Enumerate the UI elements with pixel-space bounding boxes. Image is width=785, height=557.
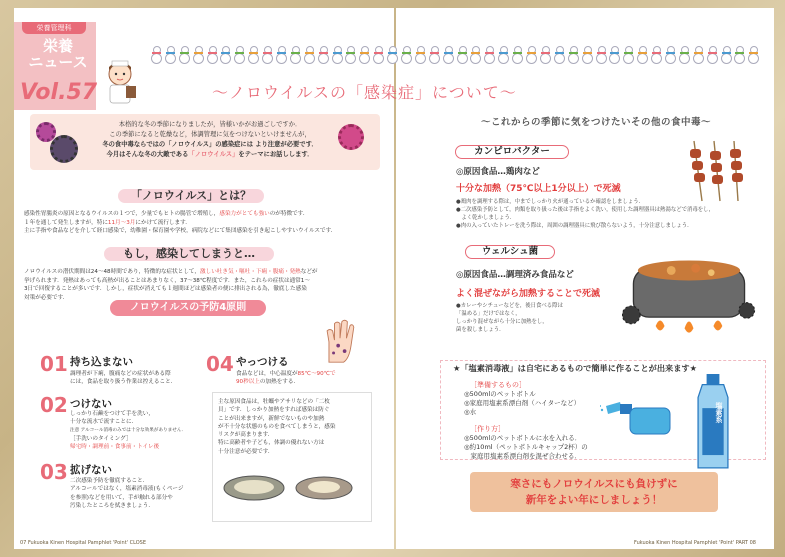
oyster-line: リスクが高まります． (218, 432, 274, 439)
method-label: ［作り方］ (470, 425, 505, 433)
snowman-icon (442, 46, 455, 66)
rule-number: 02 (40, 393, 68, 417)
body-text: 対策が必要です． (24, 294, 69, 301)
bullet-line: 菌を殺しましょう． (456, 327, 505, 333)
snowman-icon (164, 46, 177, 66)
rule-text-line: しっかり石鹸をつけて手を洗い， (70, 411, 154, 417)
bullet-line: ●カレーやシチューなどを，後日食べる際は (456, 303, 563, 309)
title-line-1: 栄養 (42, 37, 73, 55)
bullet-line: ●肉の入っていたトレーを洗う際は，周囲の調理器具に飛び散らないよう，十分注意しましょう． (456, 223, 693, 229)
snowman-icon (553, 46, 566, 66)
prepare-label: ［準備するもの］ (470, 381, 526, 389)
oyster-line: 十分注意が必要です． (218, 448, 274, 455)
body-text: ノロウイルスの潜伏期間は24〜48時間であり，特徴的な症状として， (24, 269, 201, 275)
rule-text-line: ［手洗いのタイミング］ (70, 435, 132, 442)
snowman-icon (706, 46, 719, 66)
snowman-icon (692, 46, 705, 66)
bullet-line: ●二次感染予防として，肉類を取り扱った後は手指をよく洗い，使用した調理器具は熱湯などで消毒をし， (456, 207, 714, 213)
closing-message-box (470, 472, 718, 512)
snowman-icon (414, 46, 427, 66)
bullet-line: しっかり混ぜながら十分に加熱をし， (456, 319, 548, 325)
prepare-item: ◎水 (464, 408, 477, 416)
rule-text (70, 410, 210, 451)
highlight-text: 90秒以上 (236, 379, 260, 386)
snowman-icon (511, 46, 524, 66)
oyster-icon (216, 466, 366, 506)
welchii-heading: ウェルシュ菌 (465, 245, 555, 259)
rule-note: 注意 アルコール消毒のみでは十分な効果がありません． (70, 427, 187, 433)
method-step: 家庭用塩素系漂白剤を混ぜ合わせる． (464, 452, 581, 460)
handwash-timing: 帰宅時・調理前・食事前・トイレ後 (70, 444, 160, 451)
highlight-text: 11月〜3月 (107, 219, 136, 226)
intro-line: 冬の食中毒ならではの「ノロウイルス」の感染症には より注意が必要です． (102, 141, 318, 148)
section-body (24, 210, 376, 236)
yakitori-icon (680, 140, 760, 202)
oyster-line: 特に高齢者や子ども，体調の優れない方は (218, 440, 325, 447)
body-text: 主に手指や食品などを介して経口感染で，幼稚園・保育園や学校，病院などにて集団感染を引き起こしやすいウイルスです． (24, 228, 337, 234)
department-tag: 栄養管理科 (22, 22, 86, 34)
snowman-icon (219, 46, 232, 66)
rule-number: 01 (40, 352, 68, 376)
bullet-line: 「温める」だけではなく， (456, 311, 521, 317)
nurse-illustration-icon (100, 56, 140, 106)
snowman-icon (150, 46, 163, 66)
body-text: 3日で回復することが多いです．しかし，症状が消えても１週間ほどは感染者の便に排出される為，徹底した感染 (24, 286, 307, 292)
method-step: ◎500mlのペットボトルに水を入れる． (464, 434, 582, 442)
snowman-icon (275, 46, 288, 66)
snowman-icon (303, 46, 316, 66)
body-text: １年を通して発生しますが，特に (24, 219, 108, 226)
campylobacter-warning: 十分な加熱（75℃以上1分以上）で死滅 (456, 184, 621, 194)
snowman-icon (539, 46, 552, 66)
bullet-line: ●鶏肉を調理する際は，中までしっかり火が通っているか確認をしましょう． (456, 199, 644, 205)
rule-text (70, 370, 210, 387)
oyster-text (218, 398, 368, 456)
snowman-icon (747, 46, 760, 66)
prevention-rules-heading: ノロウイルスの予防4原則 (110, 300, 266, 316)
volume-number: Vol.57 (20, 80, 98, 105)
rule-heading: やっつける (236, 356, 289, 368)
rule-text-line: には，食品を取り扱う作業は控えること． (70, 379, 177, 386)
section-body (24, 268, 380, 302)
snowman-icon (636, 46, 649, 66)
bottle-label: 塩素系 (715, 402, 723, 423)
highlight-text: 感染力がとても強い (219, 211, 270, 217)
spray-bottle-icon (600, 392, 680, 442)
snowman-icon (678, 46, 691, 66)
rule-heading: 持ち込まない (70, 356, 133, 368)
body-text: にかけて流行します． (135, 219, 191, 226)
snowman-icon (289, 46, 302, 66)
snowman-icon (247, 46, 260, 66)
rule-number: 04 (206, 352, 234, 376)
highlight-text: 85℃〜90℃で (297, 371, 336, 377)
footer-left: 07 Fukuoka Kinen Hospital Pamphlet 'Point' CLOSE (20, 540, 147, 546)
rule-text-line: の加熱をする． (259, 379, 300, 386)
dirty-hand-icon (320, 318, 360, 364)
highlight-text: 激しい吐き気・嘔吐・下痢・腹痛・発熱 (200, 269, 301, 275)
snowman-icon (567, 46, 580, 66)
virus-icon (50, 135, 78, 163)
rule-text (70, 477, 210, 510)
campylobacter-source: ◎原因食品…鶏肉など (456, 167, 540, 177)
section-heading-if-infected: もし，感染してしまうと… (104, 247, 274, 261)
snowman-icon (386, 46, 399, 66)
snowman-icon (720, 46, 733, 66)
oyster-line: ことが出来ますが，新鮮でないものや加熱 (218, 415, 325, 422)
title-line-2: ニュース (28, 53, 88, 71)
oyster-line: 主な原因食品は，牡蠣やアサリなどの「二枚 (218, 399, 330, 405)
snowman-icon (595, 46, 608, 66)
intro-line: 本格的な冬の季節になりましたが，皆様いかがお過ごしですか． (118, 121, 302, 128)
prepare-item: ◎家庭用塩素系漂白剤（ハイターなど） (464, 399, 581, 407)
rule-text-line: を参照)などを用いて，手が触れる部分や (70, 494, 173, 501)
body-text: 挙げられます．発熱はあっても高熱が出ることはあまりなく，37〜38℃程度です．また，これらの症状は通常1〜 (24, 277, 310, 284)
snowman-icon (483, 46, 496, 66)
rule-text-line: 十分な流水で流すことに． (70, 419, 138, 426)
bullet-line: よく乾かしましょう． (456, 215, 516, 221)
snowman-icon (428, 46, 441, 66)
rule-heading: つけない (70, 398, 112, 410)
snowman-icon (317, 46, 330, 66)
rule-text-line: 汚染したところを拭きましょう． (70, 502, 154, 509)
snowman-icon (233, 46, 246, 66)
oyster-line: 貝」です．しっかり加熱をすれば感染は防ぐ (218, 407, 330, 414)
snowman-icon (192, 46, 205, 66)
virus-icon (338, 124, 364, 150)
prepare-item: ◎500mlのペットボトル (464, 390, 536, 398)
snowman-icon (372, 46, 385, 66)
body-text: などが (300, 269, 318, 275)
snowman-icon (358, 46, 371, 66)
welchii-notes (456, 302, 616, 334)
welchii-warning: よく混ぜながら加熱することで死滅 (456, 289, 601, 299)
snowman-icon (206, 46, 219, 66)
snowman-icon (650, 46, 663, 66)
rule-text-line: 食品などは，中心温度が (236, 371, 298, 377)
snowman-icon (622, 46, 635, 66)
snowman-icon (344, 46, 357, 66)
snowman-icon (497, 46, 510, 66)
intro-highlight: 「ノロウイルス」 (188, 151, 239, 158)
main-title: 〜ノロウイルスの「感染症」について〜 (212, 83, 517, 102)
intro-line: この季節になると乾燥など，体調管理に気をつけないといけませんが， (109, 131, 311, 138)
body-text: 感染性胃腸炎の原因となるウイルスの１つで，少量でもヒトの腸管で増殖し， (24, 211, 220, 217)
campylobacter-heading: カンピロバクター (455, 145, 569, 159)
snowman-icon (456, 46, 469, 66)
newsletter-title (28, 38, 88, 70)
rule-text-line: アルコールではなく，塩素消毒液(もくページ (70, 486, 184, 493)
snowman-icon (178, 46, 191, 66)
rule-text (236, 370, 372, 387)
snowman-icon (469, 46, 482, 66)
footer-right: Fukuoka Kinen Hospital Pamphlet 'Point' PART 08 (634, 540, 756, 546)
snowman-icon (331, 46, 344, 66)
stew-pot-icon (622, 246, 756, 346)
closing-line: 新年をよい年にしましょう！ (525, 494, 663, 506)
body-text: のが特徴です． (269, 211, 309, 217)
chlorine-heading: ★「塩素消毒液」は自宅にあるもので簡単に作ることが出来ます★ (453, 363, 697, 373)
closing-line: 寒さにもノロウイルスにも負けずに (510, 478, 678, 490)
snowman-icon (400, 46, 413, 66)
rule-heading: 拡げない (70, 464, 112, 476)
intro-line: をテーマにお話しします． (238, 151, 314, 158)
rule-text-line: 調理者が下痢，腹痛などの症状がある際 (70, 371, 171, 377)
intro-text (90, 120, 330, 160)
snowman-icon (525, 46, 538, 66)
section-heading-what-is-norovirus: 「ノロウイルス」とは？ (118, 189, 264, 203)
rule-number: 03 (40, 460, 68, 484)
intro-line: 今月はそんな冬の大敵である (106, 151, 189, 158)
campylobacter-notes (456, 198, 756, 230)
method-step: ◎約10ml（ペットボトルキャップ2杯）の (464, 443, 588, 451)
snowman-icon (664, 46, 677, 66)
oyster-line: が不十分な状態のものを食べてしまうと，感染 (218, 423, 336, 430)
snowman-icon (608, 46, 621, 66)
welchii-source: ◎原因食品…調理済み食品など (456, 270, 574, 280)
snowman-icon (581, 46, 594, 66)
snowman-icon (733, 46, 746, 66)
snowman-decoration-row (150, 46, 760, 68)
rule-text-line: 二次感染予防を徹底すること． (70, 478, 149, 484)
right-section-title: 〜これからの季節に気をつけたいその他の食中毒〜 (480, 117, 711, 128)
snowman-icon (261, 46, 274, 66)
